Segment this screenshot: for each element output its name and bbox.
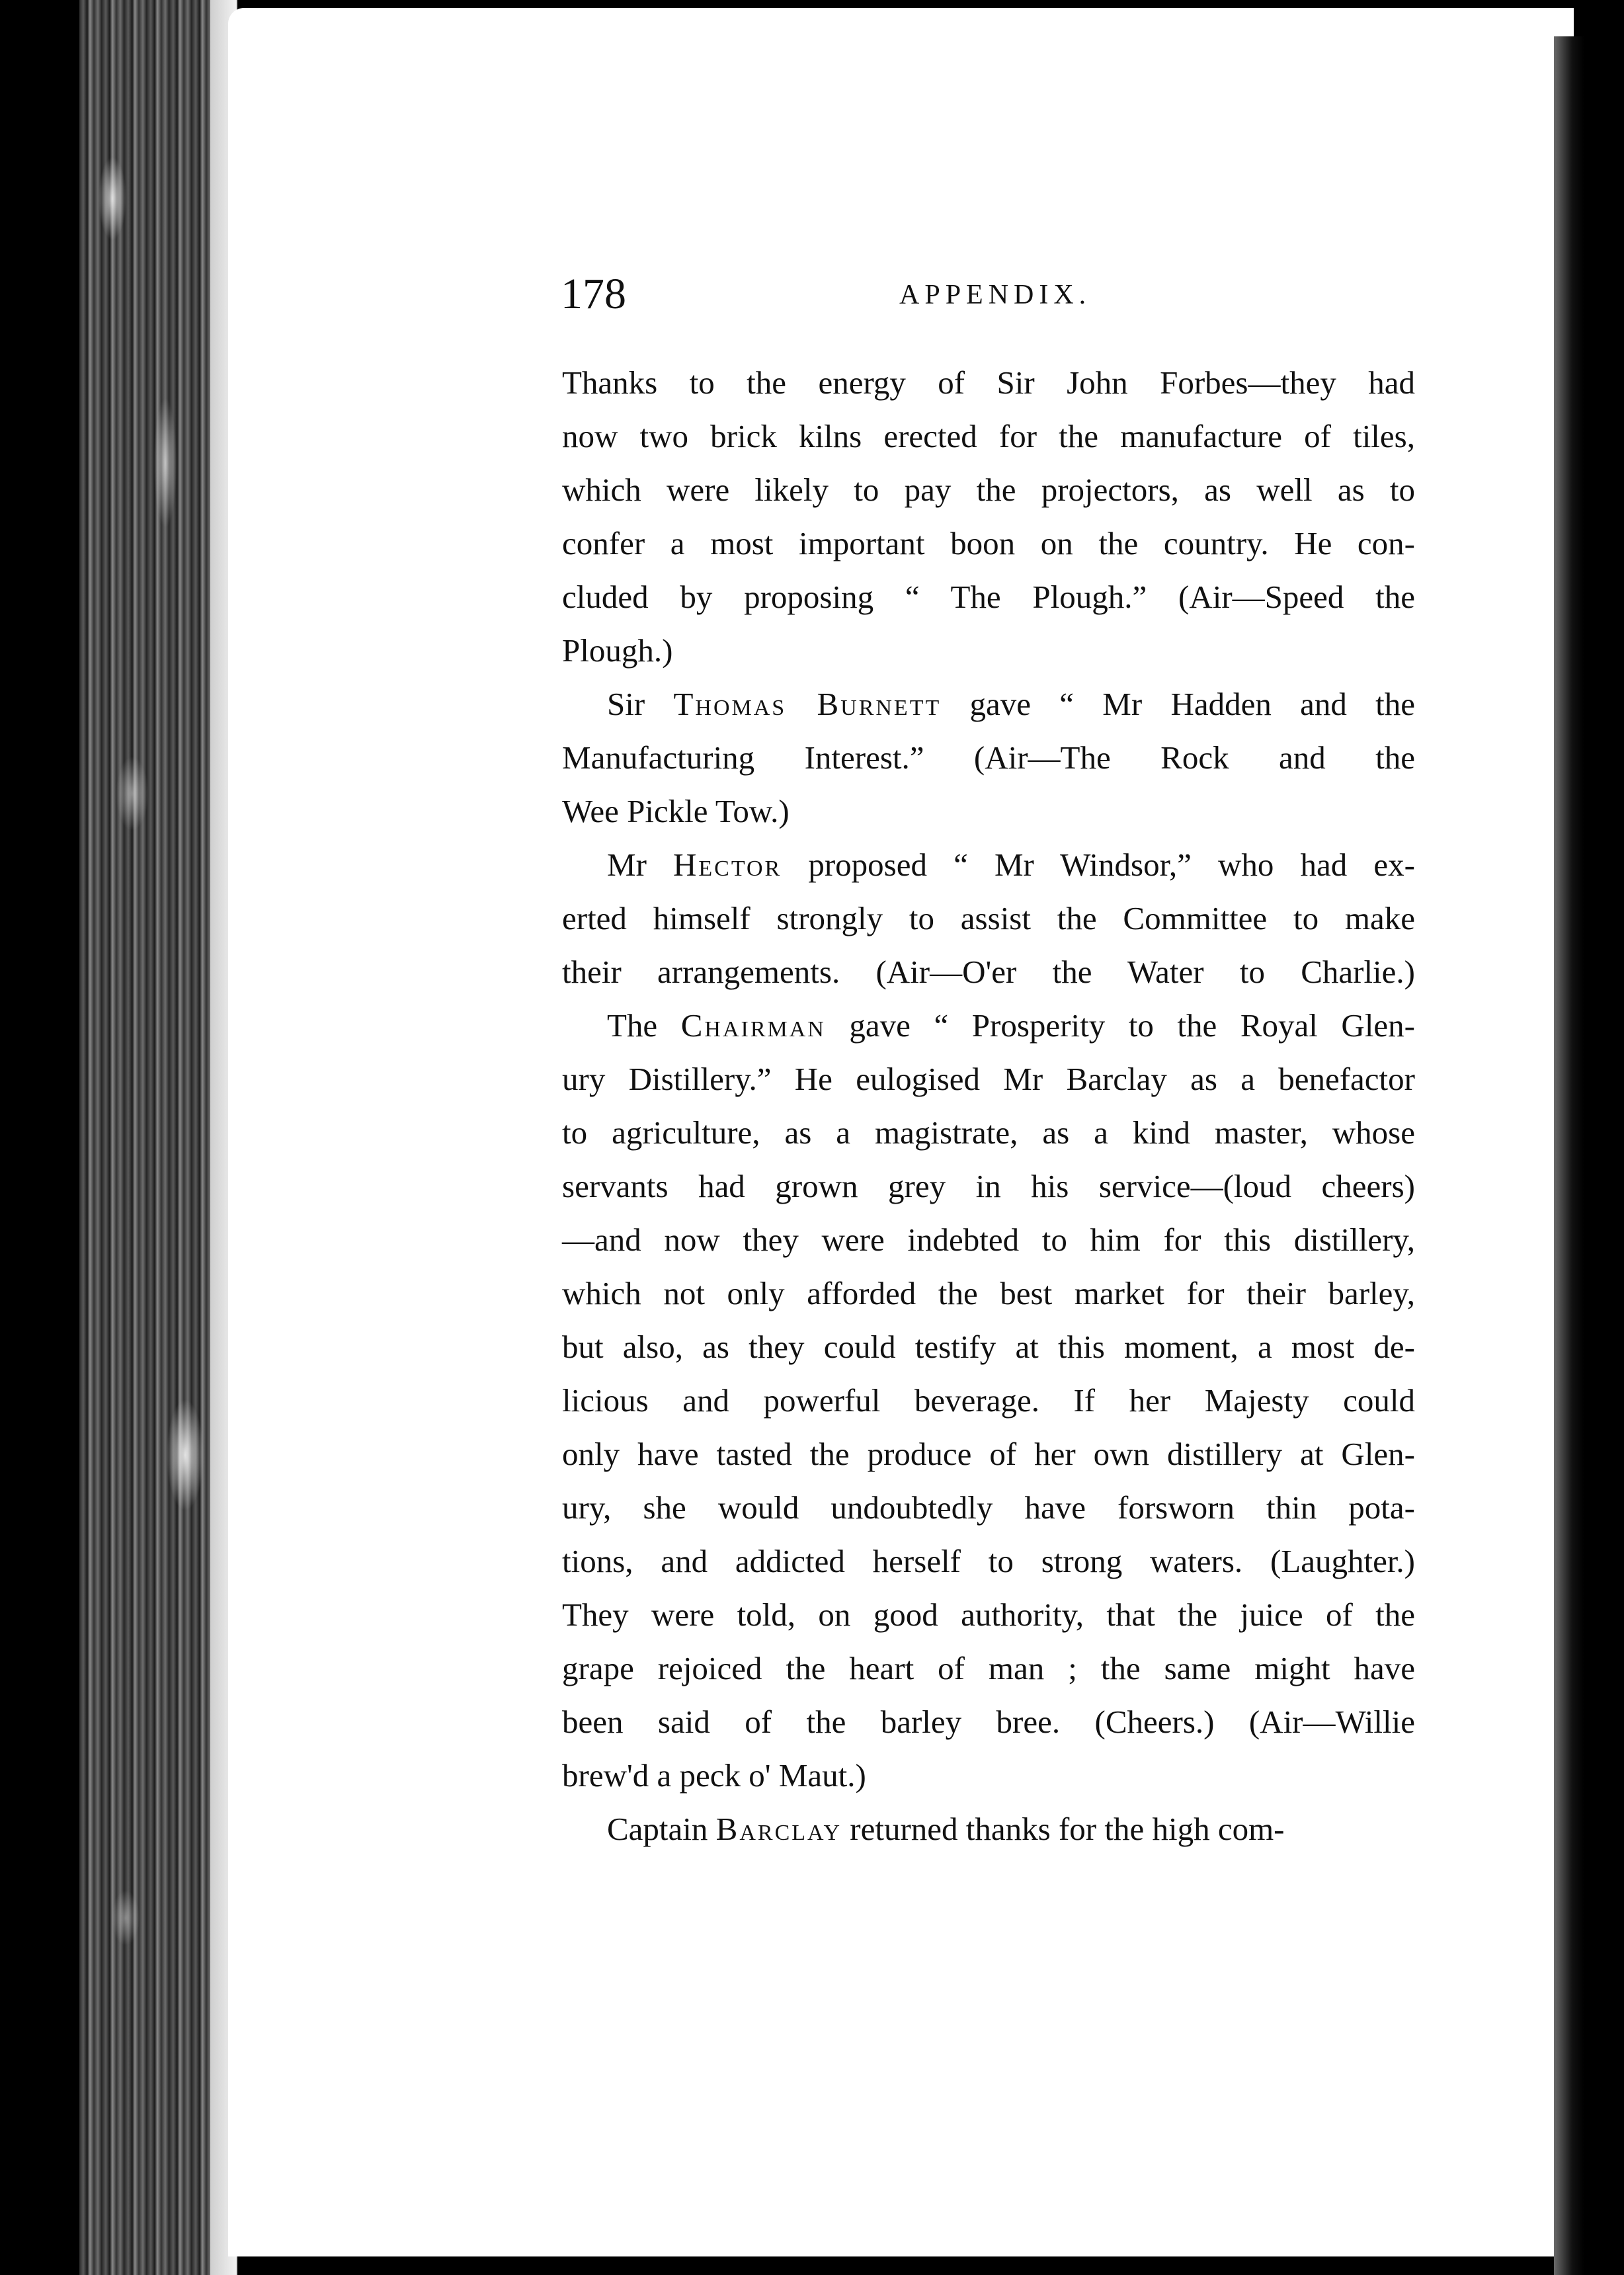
text-line: now two brick kilns erected for the manufacture of tiles,: [562, 418, 1415, 454]
paragraph-burnett-toast: [562, 677, 1415, 838]
text-line-rest: gave “ Mr Hadden and the: [941, 686, 1415, 722]
text-line: Thanks to the energy of Sir John Forbes—they had: [562, 364, 1415, 401]
speaker-name: Hector: [673, 847, 782, 883]
text-line: —and now they were indebted to him for this distillery,: [562, 1221, 1415, 1258]
paragraph-chairman-toast: [562, 999, 1415, 1802]
text-line: grape rejoiced the heart of man ; the same might have: [562, 1650, 1415, 1686]
running-head-title: APPENDIX.: [899, 280, 1092, 310]
text-line: tions, and addicted herself to strong waters. (Laughter.): [562, 1543, 1415, 1579]
running-head: [561, 265, 1414, 324]
text-line: cluded by proposing “ The Plough.” (Air—Speed the: [562, 579, 1415, 615]
text-line: which not only afforded the best market for their barley,: [562, 1275, 1415, 1311]
speaker-prefix: Mr: [607, 847, 674, 883]
text-line: only have tasted the produce of her own distillery at Glen-: [562, 1436, 1415, 1472]
text-line: erted himself strongly to assist the Committee to make: [562, 900, 1415, 936]
text-line: [562, 999, 1415, 1052]
text-line: Wee Pickle Tow.): [562, 793, 790, 829]
speaker-prefix: The: [607, 1007, 681, 1044]
body-text: [562, 356, 1415, 1856]
text-line-rest: returned thanks for the high com-: [842, 1811, 1285, 1847]
speaker-name: Barclay: [715, 1811, 842, 1847]
text-line: brew'd a peck o' Maut.): [562, 1757, 866, 1794]
paragraph-barclay-reply: [562, 1802, 1415, 1856]
speaker-prefix: Captain: [607, 1811, 716, 1847]
speaker-prefix: Sir: [607, 686, 674, 722]
text-line: servants had grown grey in his service—(loud cheers): [562, 1168, 1415, 1204]
speaker-name: Chairman: [680, 1007, 826, 1044]
page-right-edge: [1554, 36, 1584, 2275]
text-line: They were told, on good authority, that the juice of the: [562, 1596, 1415, 1633]
text-line: to agriculture, as a magistrate, as a kind master, whose: [562, 1114, 1415, 1151]
text-line: [562, 677, 1415, 731]
text-line: licious and powerful beverage. If her Majesty could: [562, 1382, 1415, 1419]
text-line: been said of the barley bree. (Cheers.) (Air—Willie: [562, 1704, 1415, 1740]
paragraph-plough-toast: [562, 356, 1415, 677]
book-edge-wear: [86, 0, 212, 2275]
text-line: ury Distillery.” He eulogised Mr Barclay as a benefactor: [562, 1061, 1415, 1097]
text-line-rest: proposed “ Mr Windsor,” who had ex-: [782, 847, 1415, 883]
page-number: 178: [561, 270, 626, 318]
text-line: Manufacturing Interest.” (Air—The Rock and the: [562, 739, 1415, 776]
text-line: but also, as they could testify at this moment, a most de-: [562, 1329, 1415, 1365]
speaker-name: Thomas Burnett: [673, 686, 942, 722]
text-line: [562, 838, 1415, 891]
text-line: which were likely to pay the projectors, as well as to: [562, 472, 1415, 508]
paragraph-hector-toast: [562, 838, 1415, 999]
text-line: confer a most important boon on the country. He con-: [562, 525, 1415, 561]
text-line: their arrangements. (Air—O'er the Water to Charlie.): [562, 954, 1415, 990]
text-line: ury, she would undoubtedly have forsworn thin pota-: [562, 1489, 1415, 1526]
text-line: Plough.): [562, 632, 673, 669]
text-line-rest: gave “ Prosperity to the Royal Glen-: [825, 1007, 1415, 1044]
text-line: [562, 1802, 1415, 1856]
